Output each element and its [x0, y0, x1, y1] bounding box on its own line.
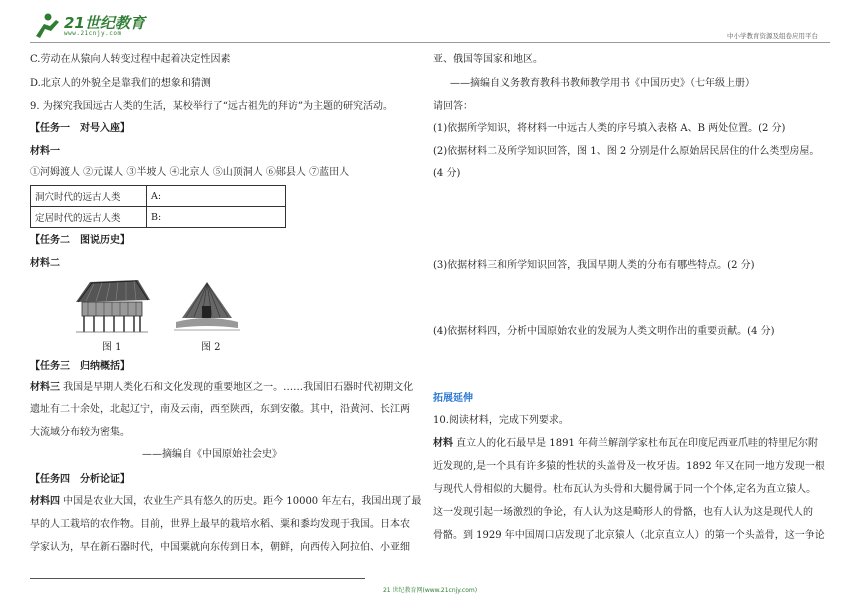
sub-question-4: (4)依据材料四，分析中国原始农业的发展为人类文明作出的重要贡献。(4 分)	[433, 326, 775, 337]
figure-1-caption: 图 1	[102, 342, 122, 353]
material-3-text-1: 我国是早期人类化石和文化发现的重要地区之一。……我国旧石器时代初期文化	[60, 382, 414, 393]
thatched-hut-image	[172, 280, 242, 334]
right-source: ——摘编自义务教育教科书教师教学用书《中国历史》（七年级上册）	[450, 78, 755, 89]
logo-icon	[32, 12, 62, 40]
task-1-title: 【任务一 对号入座】	[30, 123, 130, 134]
material-3-source: ——摘编自《中国原始社会史》	[142, 449, 282, 460]
material-line-5: 骨骼。到 1929 年中国周口店发现了北京猿人（北京直立人）的第一个头盖骨，这一争论	[433, 530, 825, 541]
material-line-2: 近发现的,是一个具有许多猿的性状的头盖骨及一枚牙齿。1892 年又在同一地方发现一根	[433, 461, 825, 472]
logo-text: 21世纪教育	[64, 14, 145, 32]
header-platform-text: 中小学教育资源及组卷应用平台	[727, 32, 818, 40]
option-d: D.北京人的外貌全是靠我们的想象和猜测	[30, 78, 211, 89]
table-label-cell: 定居时代的远古人类	[31, 207, 147, 228]
footer-text: 21 世纪教育网(www.21cnjy.com)	[382, 587, 478, 594]
material-4-text-1: 中国是农业大国，农业生产具有悠久的历史。距今 10000 年左右，我国出现了最	[60, 496, 422, 507]
material-line-1	[433, 437, 818, 451]
task-3-title: 【任务三 归纳概括】	[30, 361, 130, 372]
extension-title: 拓展延伸	[433, 393, 473, 404]
material-3-line-3: 大流域分布较为密集。	[30, 427, 130, 438]
material-3-line-2: 遗址有二十余处，北起辽宁，南及云南，西至陕西，东到安徽。其中，沿黄河、长江两	[30, 404, 410, 415]
material-line-3: 与现代人骨相似的大腿骨。杜布瓦认为头骨和大腿骨属于同一个个体,定名为直立猿人。	[433, 484, 817, 495]
sub-question-2: (2)依据材料二及所学知识回答，图 1、图 2 分别是什么原始居民居住的什么类型房屋。	[433, 146, 820, 157]
option-c: C.劳动在从猿向人转变过程中起着决定性因素	[30, 54, 231, 65]
stilt-house-image	[72, 276, 152, 334]
material-4-line-1	[30, 495, 421, 509]
material-2-label: 材料二	[30, 258, 60, 269]
material-line-4: 这一发现引起一场激烈的争论，有人认为这是畸形人的骨骼，也有人认为这是现代人的	[433, 507, 813, 518]
material-3-label: 材料三	[30, 382, 60, 393]
logo-url: www.21cnjy.com	[64, 30, 122, 37]
table-answer-cell-a: A:	[147, 186, 286, 207]
table-row	[31, 186, 286, 207]
sub-question-1: (1)依据所学知识，将材料一中远古人类的序号填入表格 A、B 两处位置。(2 分)	[433, 123, 786, 134]
right-continuation: 亚、俄国等国家和地区。	[433, 54, 543, 65]
footer-divider	[30, 578, 365, 579]
header-divider	[30, 42, 830, 43]
material-3-line-1	[30, 381, 413, 395]
table-label-cell: 洞穴时代的远古人类	[31, 186, 147, 207]
task-2-title: 【任务二 图说历史】	[30, 235, 130, 246]
please-answer: 请回答：	[433, 101, 473, 112]
sub-question-3: (3)依据材料三和所学知识回答，我国早期人类的分布有哪些特点。(2 分)	[433, 260, 755, 271]
table-answer-cell-b: B:	[147, 207, 286, 228]
material-4-label: 材料四	[30, 496, 60, 507]
table-row	[31, 207, 286, 228]
material-4-line-2: 早的人工栽培的农作物。目前，世界上最早的栽培水稻、粟和黍均发现于我国。日本农	[30, 519, 410, 530]
material-1-label: 材料一	[30, 146, 60, 157]
material-4-line-3: 学家认为，早在新石器时代，中国粟就向东传到日本，朝鲜，向西传入阿拉伯、小亚细	[30, 542, 410, 553]
question-10: 10.阅读材料，完成下列要求。	[433, 415, 569, 426]
question-9: 9. 为探究我国远古人类的生活，某校举行了“远古祖先的拜访”为主题的研究活动。	[30, 101, 393, 112]
material-text-1: 直立人的化石最早是 1891 年荷兰解剖学家杜布瓦在印度尼西亚爪哇的特里尼尔附	[453, 438, 818, 449]
material-label: 材料	[433, 438, 453, 449]
task-4-title: 【任务四 分析论证】	[30, 474, 130, 485]
sub-question-2-points: (4 分)	[433, 168, 461, 179]
material-1-list: ①河姆渡人 ②元谋人 ③半坡人 ④北京人 ⑤山顶洞人 ⑥郧县人 ⑦蓝田人	[30, 167, 350, 178]
answer-table	[30, 185, 286, 228]
figure-2-caption: 图 2	[201, 342, 221, 353]
